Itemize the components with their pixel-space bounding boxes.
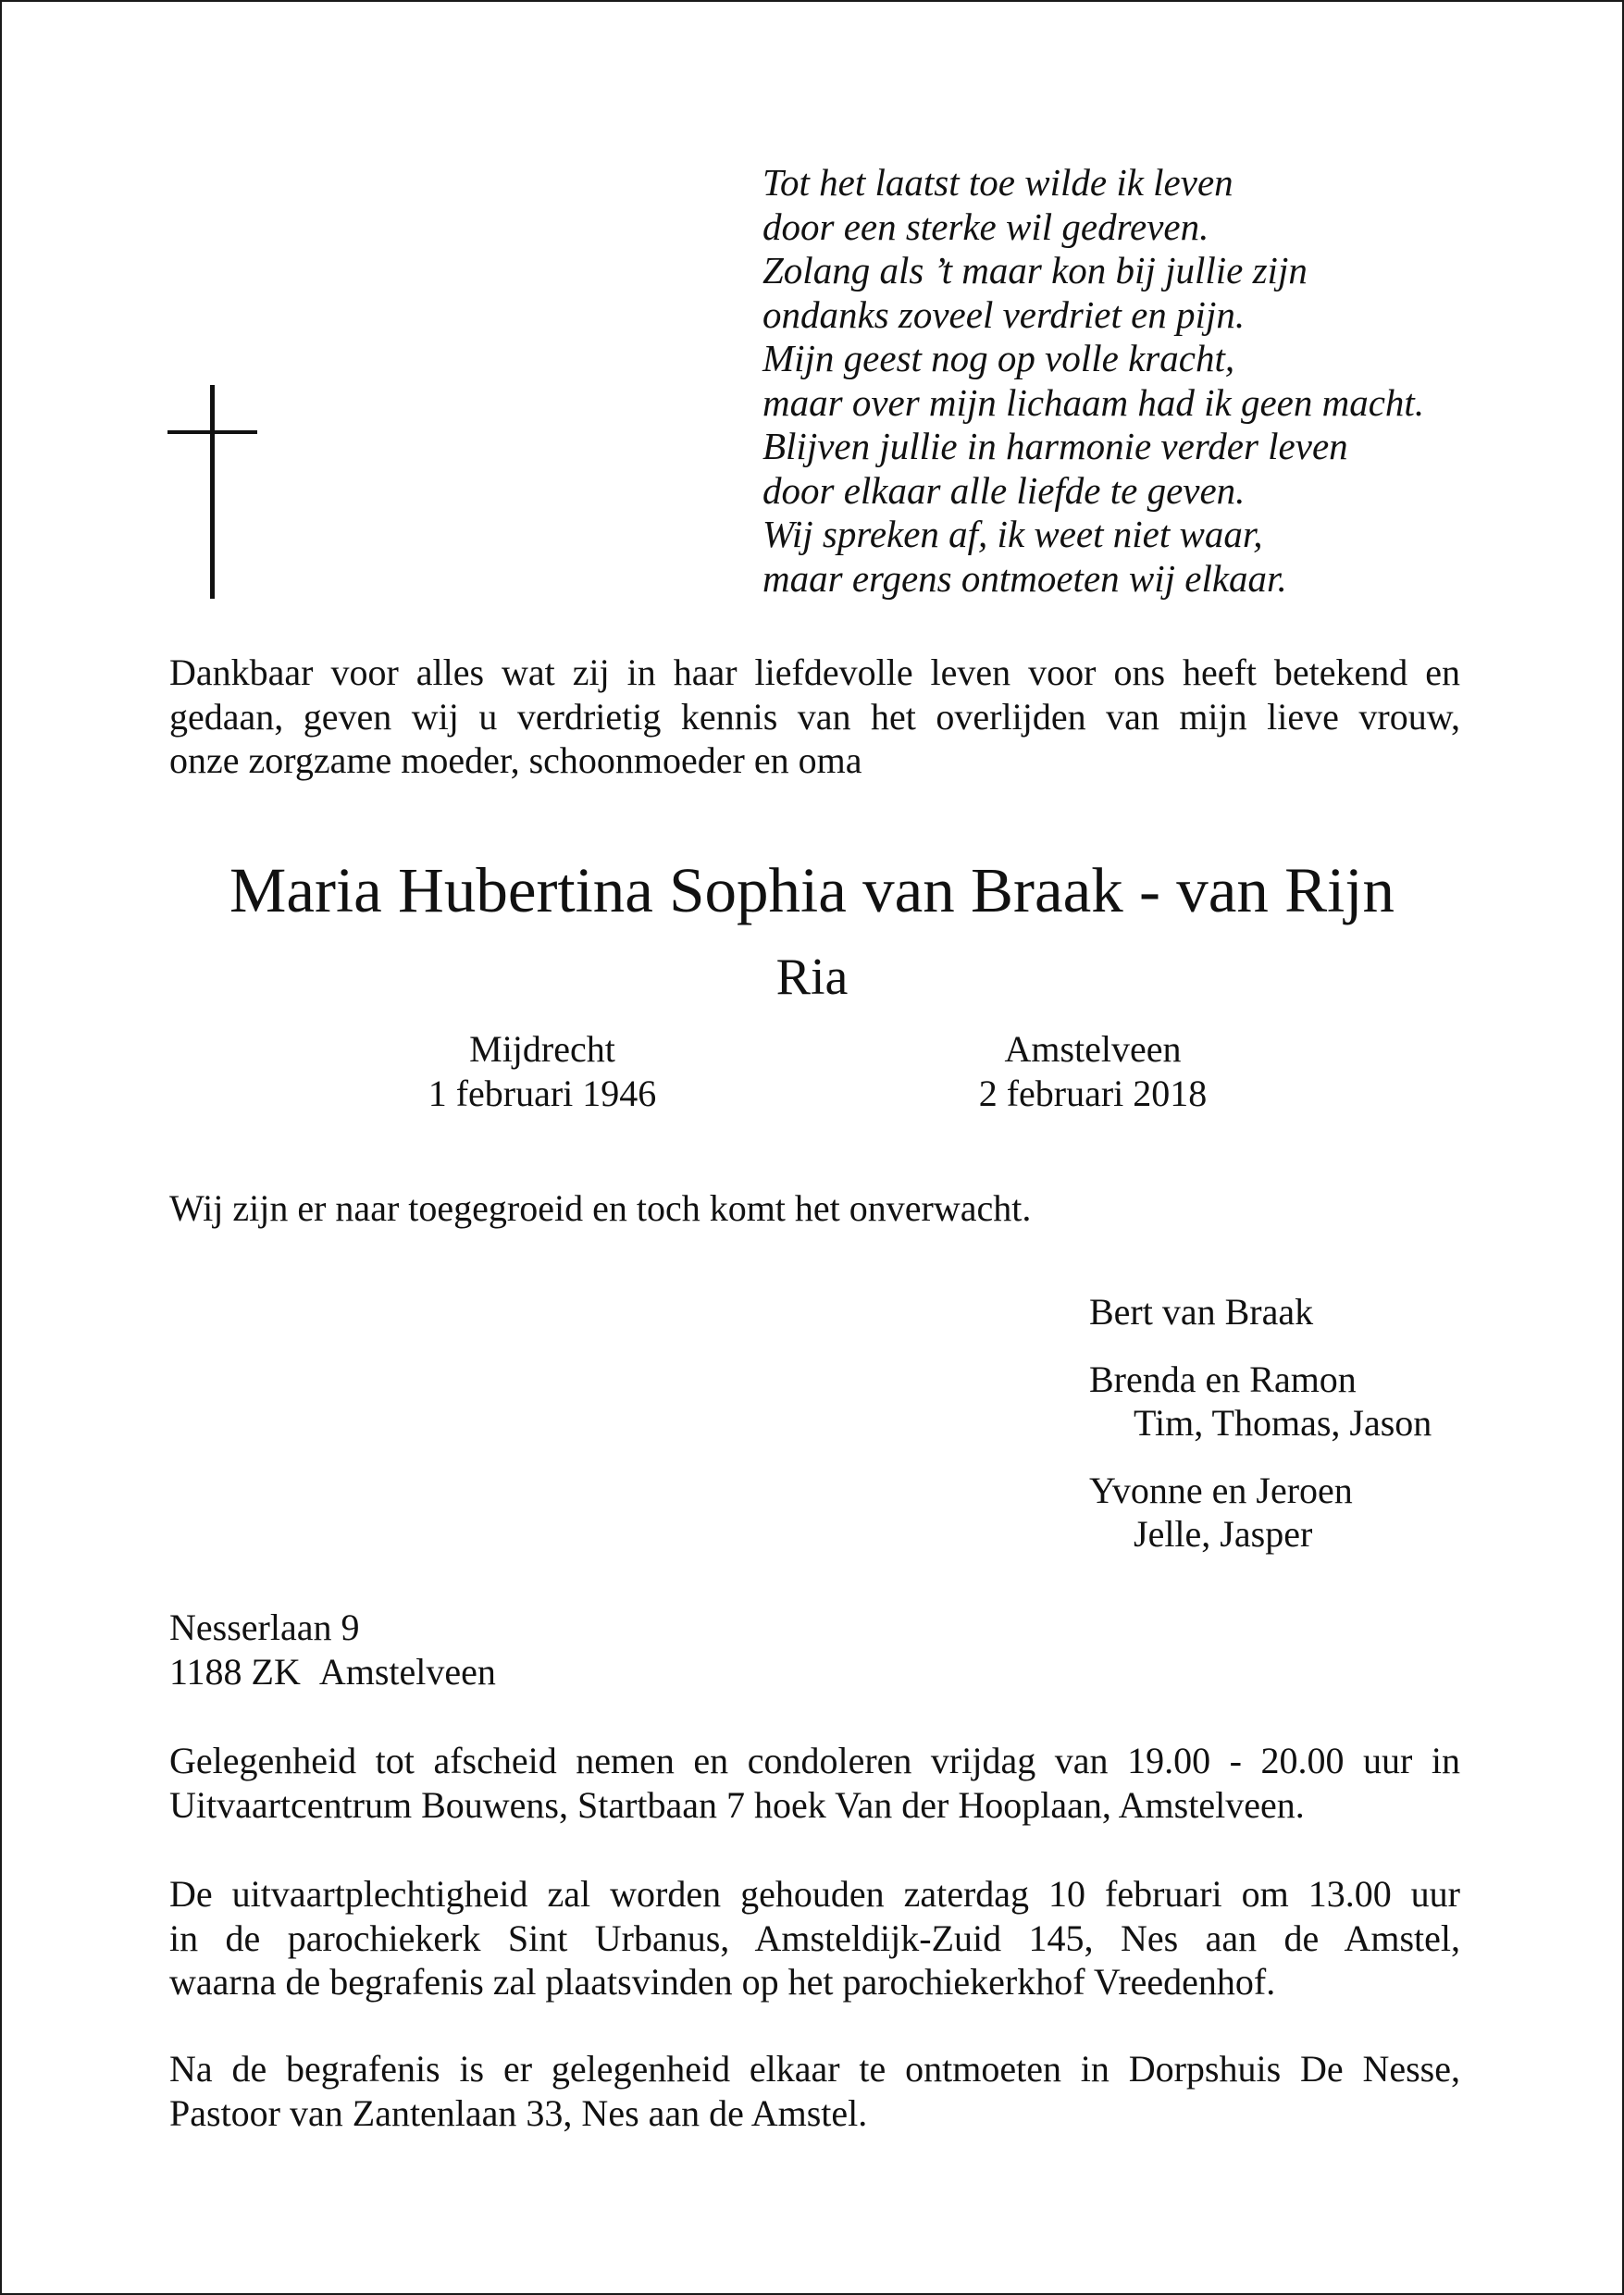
birth-place: Mijdrecht	[469, 1028, 615, 1070]
condolence-paragraph	[169, 1739, 1460, 1827]
cross-horizontal-bar	[167, 430, 257, 434]
death-date: 2 februari 2018	[978, 1072, 1208, 1114]
poem-line: Blijven jullie in harmonie verder leven	[762, 425, 1348, 467]
cross-vertical-bar	[210, 385, 215, 599]
family-husband: Bert van Braak	[1089, 1291, 1314, 1333]
death-info	[954, 1027, 1232, 1115]
address-block	[169, 1606, 496, 1693]
birth-date: 1 februari 1946	[428, 1072, 657, 1114]
deceased-nickname: Ria	[775, 949, 849, 1006]
family-list	[1089, 1290, 1432, 1580]
deceased-name: Maria Hubertina Sophia van Braak - van Rijn	[229, 855, 1395, 925]
funeral-line: waarna de begrafenis zal plaatsvinden op het parochiekerkhof Vreedenhof.	[169, 1961, 1276, 2003]
family-children: Tim, Thomas, Jason	[1134, 1402, 1432, 1444]
poem-line: ondanks zoveel verdriet en pijn.	[762, 292, 1246, 336]
poem-line: Wij spreken af, ik weet niet waar,	[762, 513, 1263, 555]
poem	[762, 161, 1424, 601]
condolence-line: Gelegenheid tot afscheid nemen en condoleren vrijdag van 19.00 - 20.00 uur in	[169, 1740, 1460, 1781]
intro-line: onze zorgzame moeder, schoonmoeder en oma	[169, 739, 862, 781]
family-group	[1089, 1290, 1432, 1334]
intro-line: Dankbaar voor alles wat zij in haar liefdevolle leven voor ons heeft betekend en	[169, 651, 1460, 693]
funeral-line: De uitvaartplechtigheid zal worden gehouden zaterdag 10 februari om 13.00 uur	[169, 1873, 1460, 1915]
meeting-paragraph	[169, 2047, 1460, 2135]
meeting-line: Pastoor van Zantenlaan 33, Nes aan de Amstel.	[169, 2091, 868, 2134]
condolence-line: Uitvaartcentrum Bouwens, Startbaan 7 hoek Van der Hooplaan, Amstelveen.	[169, 1783, 1305, 1826]
poem-line: Zolang als ’t maar kon bij jullie zijn	[762, 249, 1308, 292]
intro-paragraph	[169, 651, 1460, 783]
family-parents: Yvonne en Jeroen	[1089, 1469, 1353, 1511]
birth-info	[403, 1027, 681, 1115]
family-children: Jelle, Jasper	[1134, 1513, 1313, 1555]
poem-line: Mijn geest nog op volle kracht,	[762, 337, 1235, 379]
poem-line: door elkaar alle liefde te geven.	[762, 468, 1246, 512]
address-street: Nesserlaan 9	[169, 1606, 360, 1648]
quote: Wij zijn er naar toegegroeid en toch komt het onverwacht.	[169, 1187, 1032, 1229]
poem-line: Tot het laatst toe wilde ik leven	[762, 161, 1233, 204]
funeral-line: in de parochiekerk Sint Urbanus, Amsteldijk-Zuid 145, Nes aan de Amstel,	[169, 1917, 1460, 1959]
meeting-line: Na de begrafenis is er gelegenheid elkaar te ontmoeten in Dorpshuis De Nesse,	[169, 2048, 1460, 2090]
funeral-paragraph	[169, 1872, 1460, 2004]
family-parents: Brenda en Ramon	[1089, 1358, 1357, 1400]
intro-line: gedaan, geven wij u verdrietig kennis van het overlijden van mijn lieve vrouw,	[169, 695, 1460, 738]
address-city: 1188 ZK Amstelveen	[169, 1650, 496, 1693]
family-group	[1089, 1358, 1432, 1445]
death-place: Amstelveen	[1004, 1028, 1182, 1070]
family-group	[1089, 1469, 1432, 1557]
poem-line: maar ergens ontmoeten wij elkaar.	[762, 556, 1287, 600]
poem-line: door een sterke wil gedreven.	[762, 205, 1209, 248]
poem-line: maar over mijn lichaam had ik geen macht.	[762, 380, 1425, 424]
